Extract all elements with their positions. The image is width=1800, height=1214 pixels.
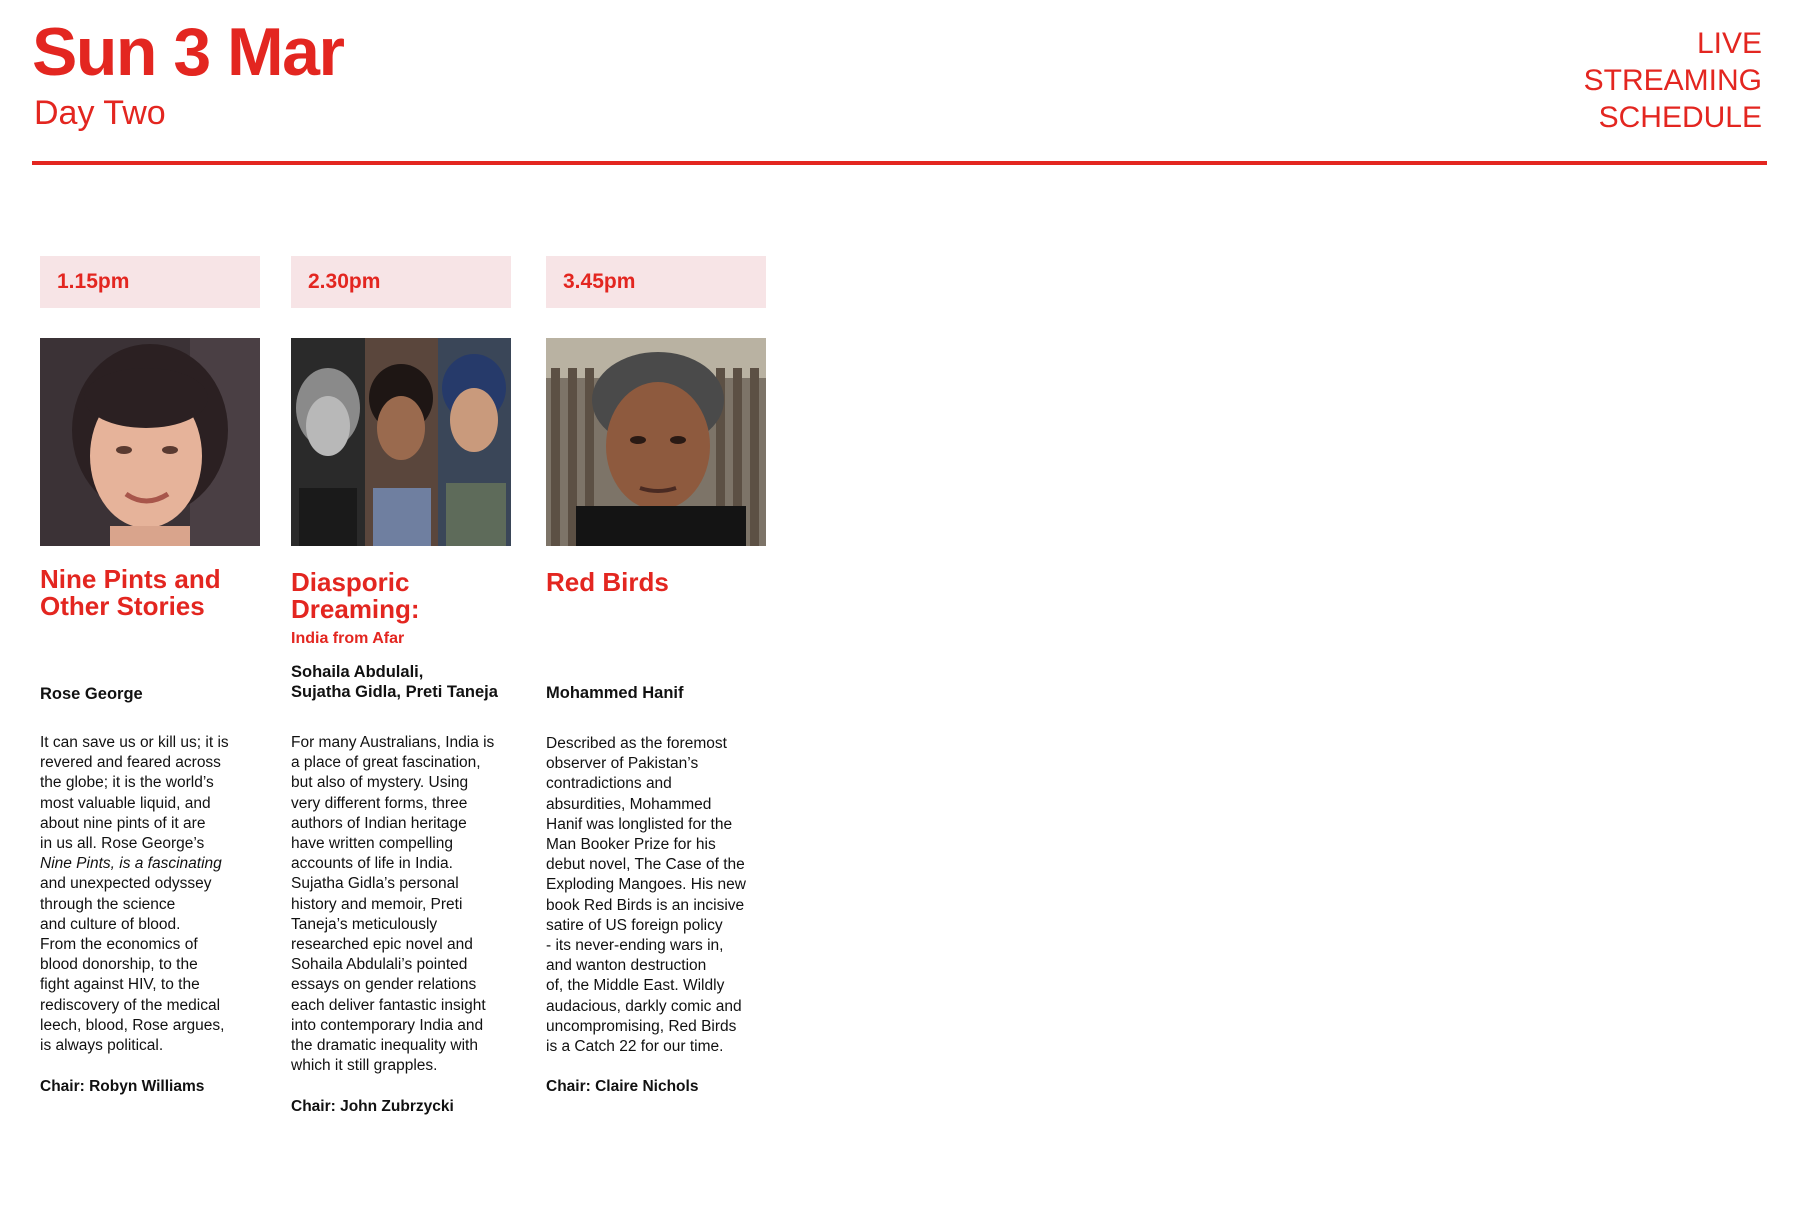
description-line: most valuable liquid, and xyxy=(40,794,211,812)
session-title-line: Red Birds xyxy=(546,567,669,597)
description-line: book Red Birds is an incisive xyxy=(546,896,745,914)
description-line: - its never-ending wars in, xyxy=(546,937,724,955)
description-line: For many Australians, India is xyxy=(291,734,495,751)
session-time: 3.45pm xyxy=(563,270,636,293)
description-line: debut novel, The Case of the xyxy=(546,856,745,874)
description-line: and wanton destruction xyxy=(546,957,707,975)
session-title xyxy=(291,569,511,623)
session-title-line: Other Stories xyxy=(40,591,205,621)
session-authors xyxy=(291,662,521,702)
session-column-3 xyxy=(546,256,766,1095)
session-chair: Chair: Robyn Williams xyxy=(40,1078,205,1095)
schedule-label-line: SCHEDULE xyxy=(1598,101,1762,134)
session-description xyxy=(546,734,776,1057)
description-line: the dramatic inequality with xyxy=(291,1037,478,1055)
session-title xyxy=(40,566,260,620)
portrait-photo-icon xyxy=(291,338,511,546)
description-line: observer of Pakistan’s xyxy=(546,755,699,773)
schedule-label-line: STREAMING xyxy=(1583,64,1762,97)
description-line: very different forms, three xyxy=(291,794,468,812)
author-name: Mohammed Hanif xyxy=(546,684,684,702)
author-photo xyxy=(291,338,511,546)
session-chair: Chair: Claire Nichols xyxy=(546,1078,699,1095)
description-line: have written compelling xyxy=(291,835,453,853)
description-line: audacious, darkly comic and xyxy=(546,997,742,1015)
author-name: Rose George xyxy=(40,685,143,703)
description-line: Hanif was longlisted for the xyxy=(546,815,733,833)
description-line: is a Catch 22 for our time. xyxy=(546,1038,724,1056)
session-chair: Chair: John Zubrzycki xyxy=(291,1098,454,1115)
description-line: a place of great fascination, xyxy=(291,754,481,772)
description-line: fight against HIV, to the xyxy=(40,976,200,994)
description-line: through the science xyxy=(40,895,176,913)
description-line: is always political. xyxy=(40,1037,164,1055)
author-name: Sujatha Gidla, Preti Taneja xyxy=(291,683,498,701)
description-line: the globe; it is the world’s xyxy=(40,774,214,792)
description-line: each deliver fantastic insight xyxy=(291,996,486,1014)
session-title-line: Diasporic xyxy=(291,567,410,597)
session-subtitle: India from Afar xyxy=(291,630,405,647)
description-line: authors of Indian heritage xyxy=(291,814,467,832)
session-time: 2.30pm xyxy=(308,270,381,293)
description-line: contradictions and xyxy=(546,775,672,793)
description-line: Man Booker Prize for his xyxy=(546,836,716,854)
portrait-photo-icon xyxy=(40,338,260,546)
description-line: absurdities, Mohammed xyxy=(546,795,712,813)
description-line: From the economics of xyxy=(40,936,198,954)
author-photo xyxy=(40,338,260,546)
description-line: leech, blood, Rose argues, xyxy=(40,1016,225,1034)
time-badge xyxy=(546,256,766,308)
description-line: but also of mystery. Using xyxy=(291,774,469,792)
author-photo xyxy=(546,338,766,546)
schedule-label xyxy=(1584,25,1762,136)
time-badge xyxy=(40,256,260,308)
description-line: revered and feared across xyxy=(40,754,221,772)
description-line: uncompromising, Red Birds xyxy=(546,1017,737,1035)
description-line: researched epic novel and xyxy=(291,936,473,954)
description-line: satire of US foreign policy xyxy=(546,916,723,934)
session-column-2 xyxy=(291,256,511,1115)
description-line: Sujatha Gidla’s personal xyxy=(291,875,459,893)
session-title xyxy=(546,569,766,596)
description-line: Sohaila Abdulali’s pointed xyxy=(291,956,468,974)
description-line: and unexpected odyssey xyxy=(40,875,212,893)
description-line: into contemporary India and xyxy=(291,1016,484,1034)
session-time: 1.15pm xyxy=(57,270,130,293)
description-line: history and memoir, Preti xyxy=(291,895,463,913)
description-line: Taneja’s meticulously xyxy=(291,915,438,933)
description-line: rediscovery of the medical xyxy=(40,996,221,1014)
description-line: in us all. Rose George’s xyxy=(40,835,205,853)
header-divider xyxy=(32,161,1767,165)
description-line: essays on gender relations xyxy=(291,976,477,994)
time-badge xyxy=(291,256,511,308)
page-subtitle-day: Day Two xyxy=(34,94,166,132)
session-title-line: Dreaming: xyxy=(291,594,420,624)
session-column-1 xyxy=(40,256,260,1095)
description-line: Exploding Mangoes. His new xyxy=(546,876,746,894)
description-line: of, the Middle East. Wildly xyxy=(546,977,725,995)
portrait-photo-icon xyxy=(546,338,766,546)
description-line: accounts of life in India. xyxy=(291,855,453,873)
description-line: Described as the foremost xyxy=(546,735,727,752)
description-line: Nine Pints, is a fascinating xyxy=(40,855,222,873)
description-line: It can save us or kill us; it is xyxy=(40,734,229,751)
session-authors xyxy=(40,684,270,704)
description-line: and culture of blood. xyxy=(40,915,181,933)
page-title-date: Sun 3 Mar xyxy=(32,14,344,90)
schedule-label-line: LIVE xyxy=(1696,27,1762,60)
session-authors xyxy=(546,683,776,703)
description-line: about nine pints of it are xyxy=(40,814,206,832)
session-title-line: Nine Pints and xyxy=(40,564,221,594)
description-line: which it still grapples. xyxy=(291,1057,438,1075)
session-description xyxy=(40,733,270,1056)
session-description xyxy=(291,733,521,1076)
author-name: Sohaila Abdulali, xyxy=(291,663,424,681)
description-line: blood donorship, to the xyxy=(40,956,198,974)
